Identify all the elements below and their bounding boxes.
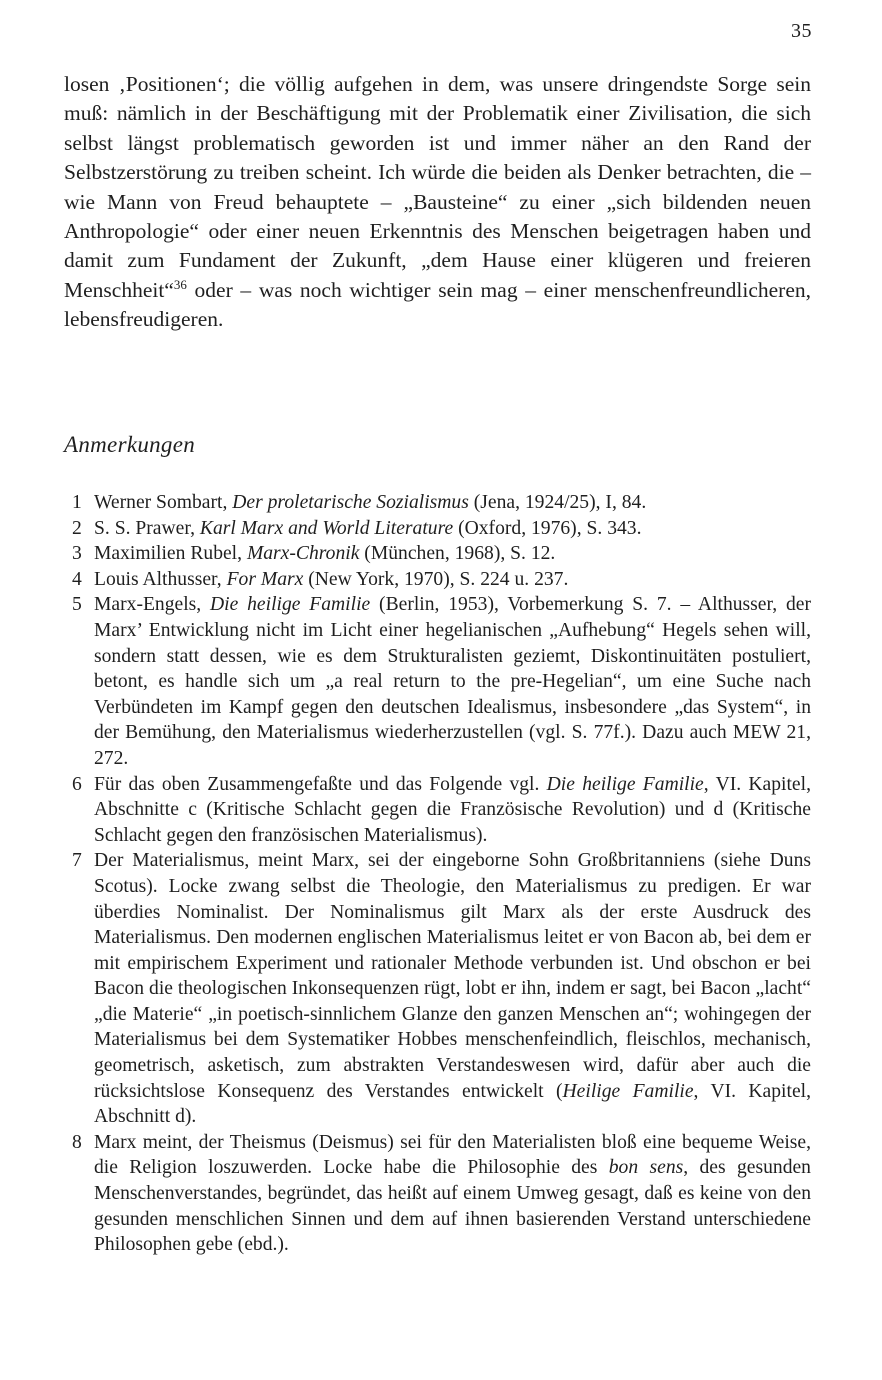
page-number: 35	[791, 20, 812, 42]
note-item	[64, 516, 811, 542]
note-text-segment: , des gesunden Menschenverstandes, begründet, das heißt auf einem Umweg gesagt, daß es keine von den gesunden menschlichen Sinnen und dem auf ihnen basierenden Verstand unterschiedene Philosophen gebe (ebd.).	[94, 1157, 811, 1256]
note-item	[64, 772, 811, 849]
note-number: 6	[72, 773, 82, 795]
note-title-italic: Die heilige Familie	[210, 594, 371, 616]
footnote-reference: 36	[173, 276, 187, 292]
note-item	[64, 1130, 811, 1258]
note-number: 3	[72, 543, 82, 565]
note-text-segment: Maximilien Rubel,	[94, 543, 247, 565]
note-number: 2	[72, 517, 82, 539]
note-title-italic: Karl Marx and World Literature	[199, 517, 454, 539]
note-text	[94, 1130, 811, 1258]
note-text-segment: (New York, 1970), S. 224 u. 237.	[303, 568, 569, 590]
body-paragraph	[64, 70, 811, 335]
note-text	[94, 541, 811, 567]
note-item	[64, 490, 811, 516]
note-number: 1	[72, 492, 82, 513]
note-item	[64, 848, 811, 1130]
note-text-segment: Marx meint, der Theismus (Deismus) sei für den Materialisten bloß eine bequeme Weise, die Religion loszuwerden. Locke habe die Philosophie des	[94, 1131, 811, 1179]
note-title-italic: Heilige Familie	[562, 1080, 694, 1102]
body-text-end: oder – was noch wichtiger sein mag – einer menschenfreundlicheren, lebensfreudigeren.	[64, 277, 811, 332]
note-text-segment: (Jena, 1924/25), I, 84.	[468, 492, 647, 513]
note-text-segment: (Oxford, 1976), S. 343.	[453, 517, 642, 539]
note-text-segment: , VI. Kapitel, Abschnitte c (Kritische Schlacht gegen die Französische Revolution) und d (Kritische Schlacht gegen den französischen Materialismus).	[94, 773, 811, 846]
note-text	[94, 516, 811, 542]
note-title-italic: For Marx	[226, 568, 304, 590]
note-text	[94, 848, 811, 1130]
note-title-italic: Der proletarische Sozialismus	[232, 492, 469, 513]
note-text	[94, 490, 811, 516]
note-text-segment: , VI. Kapitel, Abschnitt d).	[94, 1080, 811, 1128]
note-text	[94, 772, 811, 849]
note-text-segment: Louis Althusser,	[94, 568, 227, 590]
note-number: 7	[72, 850, 82, 872]
note-title-italic: Marx-Chronik	[246, 543, 360, 565]
note-text-segment: S. S. Prawer,	[94, 517, 200, 539]
notes-list	[64, 490, 811, 1258]
note-text	[94, 567, 811, 593]
note-item	[64, 592, 811, 771]
note-text	[94, 592, 811, 771]
note-title-italic: bon sens	[608, 1157, 684, 1179]
note-item	[64, 567, 811, 593]
note-text-segment: Für das oben Zusammengefaßte und das Folgende vgl.	[94, 773, 547, 795]
body-text-main: losen ‚Positionen‘; die völlig aufgehen in dem, was unsere dringendste Sorge sein muß: nämlich in der Beschäftigung mit der Problematik einer Zivilisation, die sich selbst längst problematisch geworden ist und immer näher an den Rand der Selbstzerstörung zu treiben scheint. Ich würde die beiden als Denker betrachten, die – wie Mann von Freud behauptete – „Bausteine“ zu einer „sich bildenden neuen Anthropologie“ oder einer neuen Erkenntnis des Menschen beigetragen haben und damit zum Fundament der Zukunft, „dem Hause einer klügeren und freieren Menschheit“	[64, 72, 811, 302]
note-number: 5	[72, 594, 82, 616]
note-number: 8	[72, 1131, 82, 1153]
note-item	[64, 541, 811, 567]
note-text-segment: Der Materialismus, meint Marx, sei der eingeborne Sohn Großbritanniens (siehe Duns Scotus). Locke zwang selbst die Theologie, den Materialismus zu predigen. Er war überdies Nominalist. Der Nominalismus gilt Marx als der erste Ausdruck des Materialismus. Den modernen englischen Materialismus leitet er von Bacon ab, bei dem er mit empirischem Experiment und rationaler Methode verbunden ist. Und obschon er bei Bacon die theologischen Inkonsequenzen rügt, lobt er ihn, indem er sagt, bei Bacon „lacht“ „die Materie“ „in poetisch-sinnlichem Glanze den ganzen Menschen an“; wohingegen der Materialismus bei dem Systematiker Hobbes menschenfeindlich, fleischlos, mechanisch, geometrisch, asketisch, zum abstrakten Verstandeswesen wird, dafür aber auch die rücksichtslose Konsequenz des Verstandes entwickelt (	[94, 850, 811, 1102]
note-text-segment: Marx-Engels,	[94, 594, 211, 616]
note-text-segment: Werner Sombart,	[94, 492, 233, 513]
note-text-segment: (München, 1968), S. 12.	[359, 543, 556, 565]
note-text-segment: (Berlin, 1953), Vorbemerkung S. 7. – Althusser, der Marx’ Entwicklung nicht im Licht einer hegelianischen „Aufhebung“ Hegels sehen will, sondern statt dessen, wie es dem Strukturalisten geziemt, Diskontinuitäten postuliert, betont, es handle sich um „a real return to the pre-Hegelian“, um eine Suche nach Verbündeten im Kampf gegen den deutschen Idealismus, insbesondere „das System“, in der Bemühung, den Materialismus wiederherzustellen (vgl. S. 77f.). Dazu auch MEW 21, 272.	[94, 594, 811, 769]
notes-heading: Anmerkungen	[64, 432, 196, 457]
note-title-italic: Die heilige Familie	[546, 773, 704, 795]
note-number: 4	[72, 568, 82, 590]
